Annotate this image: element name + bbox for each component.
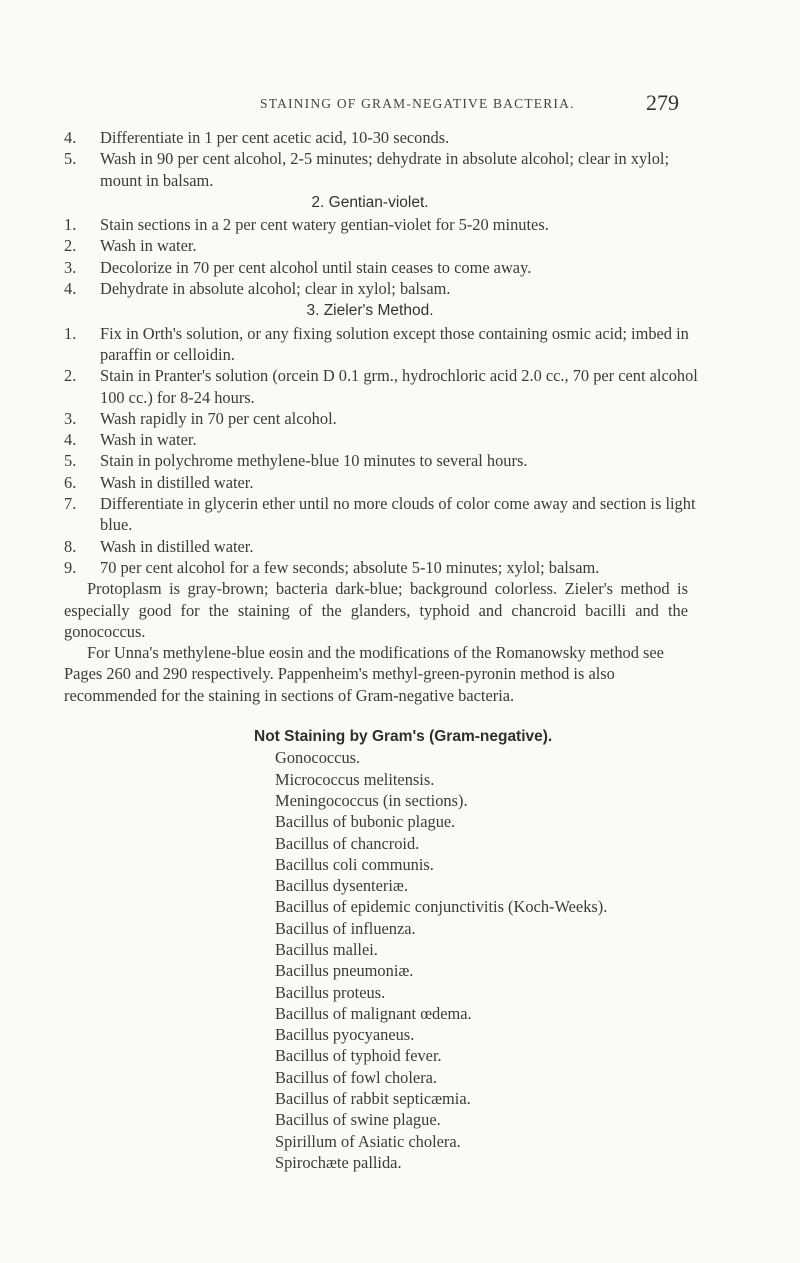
list-item [0, 278, 700, 299]
step-number: 3. [64, 408, 77, 428]
section-heading-gentian-violet: 2. Gentian-violet. [311, 193, 429, 211]
list-item [0, 127, 700, 148]
list-item: Bacillus coli communis. [275, 854, 434, 874]
step-number: 7. [64, 494, 77, 514]
step-text: Wash in water. [100, 236, 197, 256]
step-number: 4. [64, 279, 77, 299]
steps-continued [0, 127, 800, 191]
page-body [0, 127, 800, 1173]
zieler-steps [0, 323, 800, 579]
step-text: Differentiate in 1 per cent acetic acid, 10-30 seconds. [100, 128, 450, 147]
step-text: Stain in polychrome methylene-blue 10 minutes to several hours. [100, 451, 528, 471]
list-item: Bacillus of epidemic conjunctivitis (Koch-Weeks). [275, 897, 608, 917]
step-number: 5. [64, 451, 77, 471]
list-item: Bacillus proteus. [275, 982, 386, 1002]
list-item: Bacillus dysenteriæ. [275, 876, 408, 896]
step-number: 2. [64, 366, 77, 386]
step-text: Decolorize in 70 per cent alcohol until stain ceases to come away. [100, 257, 532, 277]
step-text: Wash rapidly in 70 per cent alcohol. [100, 408, 337, 428]
list-item: Bacillus of fowl cholera. [275, 1067, 438, 1087]
section-heading-zieler: 3. Zieler's Method. [306, 302, 434, 320]
list-item [0, 235, 700, 256]
page-header [0, 92, 800, 122]
gentian-steps [0, 214, 800, 299]
organisms-heading: Not Staining by Gram's (Gram-negative). [254, 728, 553, 746]
list-item: Gonococcus. [275, 748, 361, 768]
list-item: Bacillus of malignant œdema. [275, 1003, 472, 1023]
paragraph-unna: For Unna's methylene-blue eosin and the modifications of the Romanowsky method see Pages 260 and 290 respectively. Pappenheim's methyl-green-pyronin method is also recommended for the staining in sections of Gram-negative bacteria. [64, 643, 664, 705]
list-item: Bacillus of rabbit septicæmia. [275, 1089, 471, 1109]
list-item: Bacillus of influenza. [275, 918, 416, 938]
list-item [0, 557, 700, 578]
list-item [0, 214, 700, 235]
list-item [0, 323, 700, 366]
step-number: 6. [64, 472, 77, 492]
step-text: Wash in 90 per cent alcohol, 2-5 minutes; dehydrate in absolute alcohol; clear in xylol; mount in balsam. [100, 149, 670, 190]
step-text: Stain in Pranter's solution (orcein D 0.1 grm., hydrochloric acid 2.0 cc., 70 per cent alcohol 100 cc.) for 8-24 hours. [100, 366, 698, 407]
step-number: 8. [64, 536, 77, 556]
step-text: 70 per cent alcohol for a few seconds; absolute 5-10 minutes; xylol; balsam. [100, 557, 600, 577]
list-item [0, 148, 700, 191]
list-item: Bacillus of chancroid. [275, 833, 420, 853]
list-item [0, 493, 700, 536]
step-text: Fix in Orth's solution, or any fixing solution except those containing osmic acid; imbed in paraffin or celloidin. [100, 323, 689, 364]
list-item [0, 365, 700, 408]
step-text: Wash in distilled water. [100, 472, 254, 492]
list-item: Bacillus of typhoid fever. [275, 1046, 442, 1066]
step-number: 5. [64, 149, 77, 169]
paragraph-protoplasm: Protoplasm is gray-brown; bacteria dark-blue; background colorless. Zieler's method is especially good for the staining of the glanders, typhoid and chancroid bacilli and the gonococcus. [64, 579, 688, 641]
list-item: Bacillus pyocyaneus. [275, 1025, 415, 1045]
step-number: 9. [64, 557, 77, 577]
list-item [0, 257, 700, 278]
step-number: 3. [64, 257, 77, 277]
list-item: Bacillus pneumoniæ. [275, 961, 414, 981]
step-number: 4. [64, 430, 77, 450]
step-number: 1. [64, 215, 77, 235]
list-item [0, 429, 700, 450]
running-head: STAINING OF GRAM-NEGATIVE BACTERIA. [260, 96, 575, 111]
gram-negative-organisms-list [0, 747, 800, 1173]
list-item [0, 472, 700, 493]
step-text: Stain sections in a 2 per cent watery gentian-violet for 5-20 minutes. [100, 215, 549, 235]
list-item: Spirochæte pallida. [275, 1152, 402, 1172]
list-item: Micrococcus melitensis. [275, 769, 435, 789]
step-number: 2. [64, 236, 77, 256]
list-item [0, 450, 700, 471]
step-text: Differentiate in glycerin ether until no more clouds of color come away and section is light blue. [100, 494, 696, 535]
list-item [0, 536, 700, 557]
step-number: 4. [64, 128, 77, 147]
step-number: 1. [64, 323, 77, 343]
list-item: Spirillum of Asiatic cholera. [275, 1131, 461, 1151]
step-text: Wash in distilled water. [100, 536, 254, 556]
list-item: Meningococcus (in sections). [275, 790, 468, 810]
list-item: Bacillus mallei. [275, 939, 378, 959]
list-item: Bacillus of swine plague. [275, 1110, 441, 1130]
list-item: Bacillus of bubonic plague. [275, 812, 456, 832]
step-text: Dehydrate in absolute alcohol; clear in xylol; balsam. [100, 279, 451, 299]
page-number: 279 [646, 90, 679, 115]
step-text: Wash in water. [100, 430, 197, 450]
list-item [0, 408, 700, 429]
